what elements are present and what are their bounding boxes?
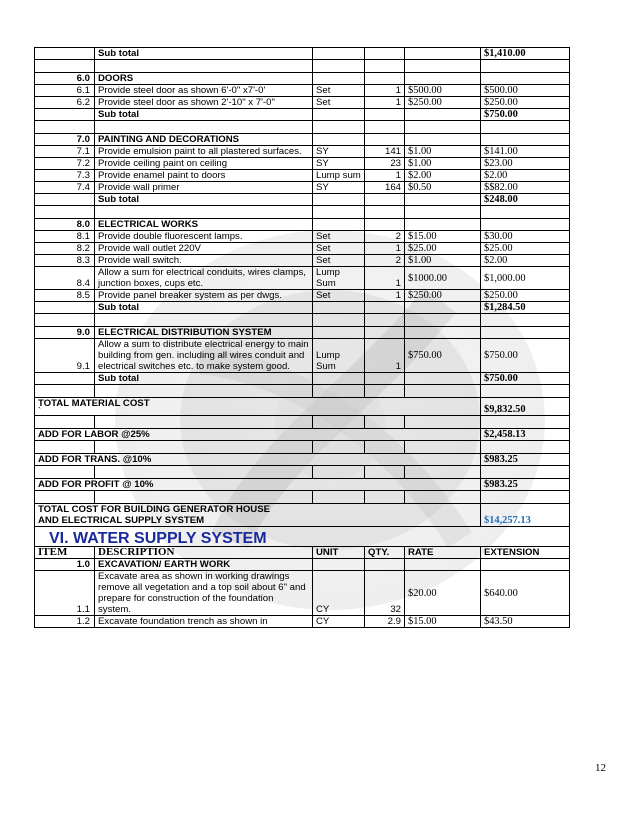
item-no-cell: 7.1: [35, 146, 95, 158]
unit-cell: Set: [313, 85, 365, 97]
total-label-text: ADD FOR TRANS. @10%: [38, 454, 152, 465]
empty-cell: [313, 416, 365, 429]
section-heading: EXCAVATION/ EARTH WORK: [95, 559, 313, 571]
empty-cell: [313, 206, 365, 219]
unit-cell: [313, 109, 365, 121]
line-item-row: [35, 182, 570, 194]
spacer-row: [35, 491, 570, 504]
line-item-row: [35, 85, 570, 97]
stray-mark: `: [38, 406, 42, 416]
subtotal-value: $1,284.50: [481, 302, 570, 314]
unit-cell: Set: [313, 243, 365, 255]
item-no-cell: 1.2: [35, 616, 95, 628]
line-item-row: [35, 170, 570, 182]
subtotal-label: Sub total: [95, 194, 313, 206]
item-no-cell: 8.1: [35, 231, 95, 243]
section-heading-row: [35, 73, 570, 85]
description-cell: Provide ceiling paint on ceiling: [95, 158, 313, 170]
empty-cell: [405, 73, 481, 85]
empty-cell: [365, 134, 405, 146]
empty-cell: [481, 327, 570, 339]
description-cell: Provide enamel paint to doors: [95, 170, 313, 182]
total-label: [35, 398, 481, 416]
empty-cell: [481, 60, 570, 73]
empty-cell: [481, 416, 570, 429]
rate-cell: $1000.00: [405, 267, 481, 290]
section-heading-row: [35, 219, 570, 231]
extension-cell: $141.00: [481, 146, 570, 158]
bill-of-quantities-table: [34, 47, 570, 628]
subtotal-value: $750.00: [481, 109, 570, 121]
empty-cell: [35, 416, 95, 429]
qty-cell: 32: [365, 571, 405, 616]
empty-cell: [35, 466, 95, 479]
unit-cell: SY: [313, 182, 365, 194]
empty-cell: [405, 206, 481, 219]
line-item-row: [35, 571, 570, 616]
empty-cell: [481, 466, 570, 479]
qty-cell: 2: [365, 255, 405, 267]
item-no-cell: [35, 373, 95, 385]
qty-cell: 1: [365, 290, 405, 302]
empty-cell: [405, 327, 481, 339]
empty-cell: [481, 559, 570, 571]
description-cell: Provide double fluorescent lamps.: [95, 231, 313, 243]
empty-cell: [313, 491, 365, 504]
empty-cell: [313, 466, 365, 479]
subtotal-label: Sub total: [95, 48, 313, 60]
section-heading: PAINTING AND DECORATIONS: [95, 134, 313, 146]
empty-cell: [365, 314, 405, 327]
empty-cell: [481, 219, 570, 231]
item-no-cell: 1.0: [35, 559, 95, 571]
empty-cell: [481, 206, 570, 219]
line-item-row: [35, 158, 570, 170]
description-cell: Excavate foundation trench as shown in: [95, 616, 313, 628]
empty-cell: [35, 385, 95, 398]
rate-cell: [405, 194, 481, 206]
total-label: [35, 454, 481, 466]
empty-cell: [35, 314, 95, 327]
item-no-cell: 8.3: [35, 255, 95, 267]
line-item-row: [35, 231, 570, 243]
rate-cell: [405, 373, 481, 385]
description-cell: Provide wall switch.: [95, 255, 313, 267]
column-header-row: [35, 547, 570, 559]
empty-cell: [365, 559, 405, 571]
empty-cell: [365, 441, 405, 454]
total-label-text: TOTAL MATERIAL COST: [38, 398, 150, 409]
grand-total-label: TOTAL COST FOR BUILDING GENERATOR HOUSE AND ELECTRICAL SUPPLY SYSTEM: [35, 504, 481, 527]
rate-cell: [405, 109, 481, 121]
empty-cell: [405, 134, 481, 146]
item-no-cell: 9.0: [35, 327, 95, 339]
unit-cell: Set: [313, 97, 365, 109]
line-item-row: [35, 267, 570, 290]
qty-cell: 1: [365, 267, 405, 290]
empty-cell: [313, 314, 365, 327]
total-value: $2,458.13: [481, 429, 570, 441]
empty-cell: [35, 491, 95, 504]
description-cell: Provide panel breaker system as per dwgs.: [95, 290, 313, 302]
extension-cell: $640.00: [481, 571, 570, 616]
unit-cell: [313, 194, 365, 206]
qty-cell: 141: [365, 146, 405, 158]
unit-cell: SY: [313, 146, 365, 158]
extension-cell: $2.00: [481, 255, 570, 267]
empty-cell: [313, 327, 365, 339]
empty-cell: [405, 314, 481, 327]
unit-cell: Lump Sum: [313, 339, 365, 373]
qty-cell: [365, 302, 405, 314]
empty-cell: [313, 134, 365, 146]
empty-cell: [313, 385, 365, 398]
empty-cell: [365, 466, 405, 479]
empty-cell: [35, 60, 95, 73]
item-no-cell: 6.0: [35, 73, 95, 85]
description-cell: Allow a sum for electrical conduits, wires clamps, junction boxes, cups etc.: [95, 267, 313, 290]
empty-cell: [481, 441, 570, 454]
description-cell: Provide wall primer: [95, 182, 313, 194]
qty-cell: [365, 194, 405, 206]
rate-cell: $500.00: [405, 85, 481, 97]
section-heading: DOORS: [95, 73, 313, 85]
rate-cell: $750.00: [405, 339, 481, 373]
col-header-extension: EXTENSION: [481, 547, 570, 559]
empty-cell: [313, 559, 365, 571]
total-label-text: ADD FOR PROFIT @ 10%: [38, 479, 154, 490]
empty-cell: [405, 416, 481, 429]
spacer-row: [35, 385, 570, 398]
rate-cell: $15.00: [405, 231, 481, 243]
unit-cell: Set: [313, 290, 365, 302]
col-header-item: ITEM: [35, 547, 95, 559]
empty-cell: [95, 441, 313, 454]
qty-cell: 23: [365, 158, 405, 170]
empty-cell: [405, 466, 481, 479]
rate-cell: [405, 302, 481, 314]
rate-cell: [405, 48, 481, 60]
item-no-cell: 8.5: [35, 290, 95, 302]
description-cell: Provide emulsion paint to all plastered surfaces.: [95, 146, 313, 158]
empty-cell: [481, 314, 570, 327]
spacer-row: [35, 441, 570, 454]
empty-cell: [365, 416, 405, 429]
item-no-cell: 7.0: [35, 134, 95, 146]
empty-cell: [481, 121, 570, 134]
empty-cell: [481, 134, 570, 146]
rate-cell: $20.00: [405, 571, 481, 616]
description-cell: Provide steel door as shown 6'-0" x7'-0': [95, 85, 313, 97]
qty-cell: 1: [365, 170, 405, 182]
spacer-row: [35, 206, 570, 219]
rate-cell: $1.00: [405, 146, 481, 158]
empty-cell: [313, 60, 365, 73]
qty-cell: 164: [365, 182, 405, 194]
subtotal-label: Sub total: [95, 109, 313, 121]
line-item-row: [35, 339, 570, 373]
empty-cell: [481, 491, 570, 504]
subtotal-row: [35, 109, 570, 121]
empty-cell: [481, 73, 570, 85]
grand-total-row: [35, 504, 570, 527]
empty-cell: [313, 73, 365, 85]
item-no-cell: 6.2: [35, 97, 95, 109]
extension-cell: $250.00: [481, 97, 570, 109]
empty-cell: [405, 60, 481, 73]
description-cell: Allow a sum to distribute electrical energy to main building from gen. including all wires conduit and electrical switches etc. to make system good.: [95, 339, 313, 373]
description-cell: Excavate area as shown in working drawings remove all vegetation and a top soil about 6" and prepare for construction of the foundation system.: [95, 571, 313, 616]
empty-cell: [95, 491, 313, 504]
qty-cell: 1: [365, 339, 405, 373]
line-item-row: [35, 243, 570, 255]
item-no-cell: [35, 109, 95, 121]
rate-cell: $0.50: [405, 182, 481, 194]
extension-cell: $23.00: [481, 158, 570, 170]
total-row: [35, 429, 570, 441]
item-no-cell: [35, 302, 95, 314]
empty-cell: [313, 219, 365, 231]
section-heading: ELECTRICAL DISTRIBUTION SYSTEM: [95, 327, 313, 339]
empty-cell: [95, 60, 313, 73]
empty-cell: [35, 121, 95, 134]
total-label-text: ADD FOR LABOR @25%: [38, 429, 150, 440]
item-no-cell: 9.1: [35, 339, 95, 373]
total-value: $983.25: [481, 454, 570, 466]
empty-cell: [365, 219, 405, 231]
section-heading: ELECTRICAL WORKS: [95, 219, 313, 231]
empty-cell: [313, 121, 365, 134]
unit-cell: CY: [313, 571, 365, 616]
subtotal-row: [35, 373, 570, 385]
line-item-row: [35, 146, 570, 158]
item-no-cell: [35, 194, 95, 206]
empty-cell: [35, 441, 95, 454]
rate-cell: $250.00: [405, 97, 481, 109]
empty-cell: [405, 491, 481, 504]
line-item-row: [35, 616, 570, 628]
extension-cell: $43.50: [481, 616, 570, 628]
line-item-row: [35, 255, 570, 267]
subtotal-value: $248.00: [481, 194, 570, 206]
line-item-row: [35, 97, 570, 109]
item-no-cell: 6.1: [35, 85, 95, 97]
empty-cell: [95, 121, 313, 134]
subtotal-label: Sub total: [95, 373, 313, 385]
subtotal-row: [35, 48, 570, 60]
col-header-description: DESCRIPTION: [95, 547, 313, 559]
qty-cell: 2: [365, 231, 405, 243]
empty-cell: [405, 559, 481, 571]
qty-cell: [365, 48, 405, 60]
extension-cell: $25.00: [481, 243, 570, 255]
total-label: [35, 479, 481, 491]
item-no-cell: 8.2: [35, 243, 95, 255]
item-no-cell: 7.4: [35, 182, 95, 194]
empty-cell: [95, 466, 313, 479]
empty-cell: [405, 441, 481, 454]
extension-cell: $750.00: [481, 339, 570, 373]
total-row: [35, 454, 570, 466]
unit-cell: [313, 373, 365, 385]
qty-cell: 1: [365, 243, 405, 255]
empty-cell: [365, 327, 405, 339]
unit-cell: Set: [313, 231, 365, 243]
description-cell: Provide steel door as shown 2'-10" x 7'-0": [95, 97, 313, 109]
section-heading-row: [35, 327, 570, 339]
empty-cell: [35, 206, 95, 219]
extension-cell: $1,000.00: [481, 267, 570, 290]
extension-cell: $500.00: [481, 85, 570, 97]
subtotal-row: [35, 194, 570, 206]
page-number: 12: [595, 762, 606, 774]
subtotal-value: $1,410.00: [481, 48, 570, 60]
total-value: $9,832.50: [481, 398, 570, 416]
rate-cell: $15.00: [405, 616, 481, 628]
rate-cell: $25.00: [405, 243, 481, 255]
item-no-cell: 1.1: [35, 571, 95, 616]
spacer-row: [35, 466, 570, 479]
unit-cell: Set: [313, 255, 365, 267]
total-row: [35, 479, 570, 491]
empty-cell: [365, 60, 405, 73]
qty-cell: [365, 373, 405, 385]
grand-total-value: $14,257.13: [481, 504, 570, 527]
spacer-row: [35, 121, 570, 134]
empty-cell: [365, 121, 405, 134]
section-title: VI. WATER SUPPLY SYSTEM: [35, 527, 570, 547]
unit-cell: [313, 302, 365, 314]
empty-cell: [365, 206, 405, 219]
item-no-cell: 7.3: [35, 170, 95, 182]
rate-cell: $1.00: [405, 255, 481, 267]
empty-cell: [95, 416, 313, 429]
empty-cell: [95, 314, 313, 327]
subtotal-row: [35, 302, 570, 314]
spacer-row: [35, 416, 570, 429]
spacer-row: [35, 60, 570, 73]
unit-cell: SY: [313, 158, 365, 170]
section-heading-row: [35, 559, 570, 571]
empty-cell: [481, 385, 570, 398]
total-row: [35, 398, 570, 416]
empty-cell: [313, 441, 365, 454]
line-item-row: [35, 290, 570, 302]
qty-cell: 1: [365, 97, 405, 109]
extension-cell: $30.00: [481, 231, 570, 243]
empty-cell: [365, 73, 405, 85]
item-no-cell: 8.4: [35, 267, 95, 290]
spacer-row: [35, 314, 570, 327]
item-no-cell: 8.0: [35, 219, 95, 231]
col-header-qty: QTY.: [365, 547, 405, 559]
description-cell: Provide wall outlet 220V: [95, 243, 313, 255]
extension-cell: $2.00: [481, 170, 570, 182]
total-value: $983.25: [481, 479, 570, 491]
col-header-rate: RATE: [405, 547, 481, 559]
empty-cell: [405, 121, 481, 134]
qty-cell: [365, 109, 405, 121]
item-no-cell: 7.2: [35, 158, 95, 170]
unit-cell: Lump Sum: [313, 267, 365, 290]
subtotal-label: Sub total: [95, 302, 313, 314]
empty-cell: [405, 219, 481, 231]
subtotal-value: $750.00: [481, 373, 570, 385]
unit-cell: CY: [313, 616, 365, 628]
qty-cell: 2.9: [365, 616, 405, 628]
section-title-row: [35, 527, 570, 547]
empty-cell: [365, 491, 405, 504]
empty-cell: [95, 385, 313, 398]
rate-cell: $250.00: [405, 290, 481, 302]
extension-cell: $250.00: [481, 290, 570, 302]
item-no-cell: [35, 48, 95, 60]
rate-cell: $1.00: [405, 158, 481, 170]
unit-cell: [313, 48, 365, 60]
total-label: [35, 429, 481, 441]
qty-cell: 1: [365, 85, 405, 97]
empty-cell: [95, 206, 313, 219]
unit-cell: Lump sum: [313, 170, 365, 182]
empty-cell: [405, 385, 481, 398]
rate-cell: $2.00: [405, 170, 481, 182]
col-header-unit: UNIT: [313, 547, 365, 559]
extension-cell: $$82.00: [481, 182, 570, 194]
empty-cell: [365, 385, 405, 398]
section-heading-row: [35, 134, 570, 146]
